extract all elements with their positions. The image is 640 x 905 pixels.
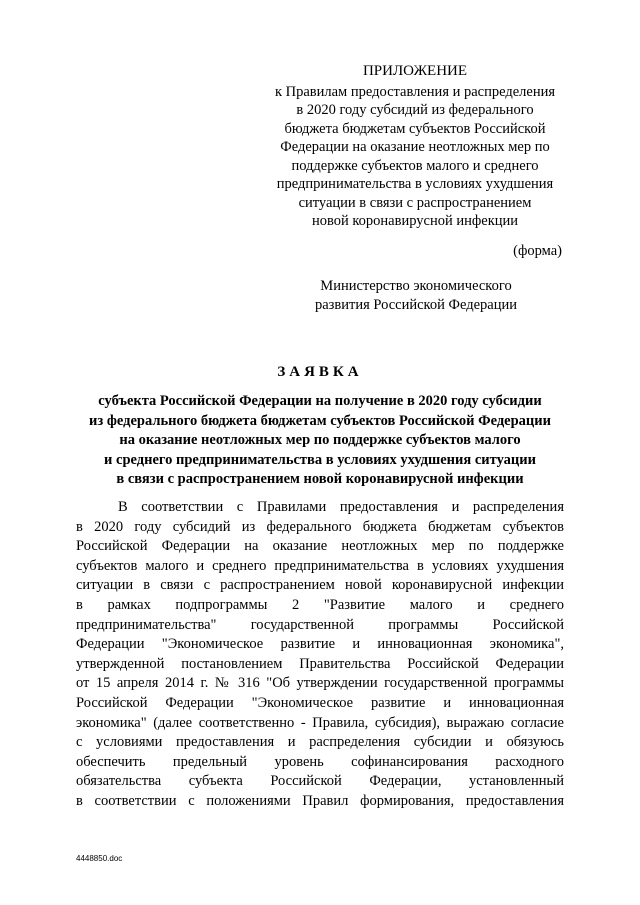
body-line: субъектов малого и среднего предпринимательства в условиях ухудшения	[76, 557, 564, 574]
subtitle-line: из федерального бюджета бюджетам субъектов Российской Федерации	[89, 412, 551, 429]
body-line: Российской Федерации на оказание неотложных мер по поддержке	[76, 538, 564, 555]
appendix-block	[256, 62, 574, 231]
body-line: предпринимательства" государственной программы Российской	[76, 616, 564, 633]
appendix-line: ситуации в связи с распространением	[298, 194, 532, 211]
body-line: Российской Федерации "Экономическое развитие и инновационная	[76, 694, 564, 711]
appendix-line: поддержке субъектов малого и среднего	[291, 157, 539, 174]
appendix-line: в 2020 году субсидий из федерального	[296, 102, 534, 118]
document-heading: ЗАЯВКА	[277, 364, 363, 380]
body-line: обеспечить предельный уровень софинансирования расходного	[76, 753, 564, 770]
body-line: в рамках подпрограммы 2 "Развитие малого и среднего	[76, 596, 564, 613]
file-name-footer: 4448850.doc	[76, 854, 123, 863]
body-line: В соответствии с Правилами предоставления и распределения	[118, 499, 564, 515]
appendix-line: новой коронавирусной инфекции	[311, 213, 519, 229]
appendix-line: к Правилам предоставления и распределения	[274, 83, 556, 100]
body-paragraph	[76, 498, 564, 812]
body-line: в соответствии с положениями Правил формирования, предоставления	[76, 792, 564, 809]
body-line: экономика" (далее соответственно - Правила, субсидия), выражаю согласие	[76, 714, 564, 731]
body-line: с условиями предоставления и распределения субсидии и обязуюсь	[76, 734, 564, 751]
body-line: обязательства субъекта Российской Федерации, установленный	[76, 773, 564, 790]
body-line: от 15 апреля 2014 г. № 316 "Об утверждении государственной программы	[76, 675, 564, 692]
subtitle-line: и среднего предпринимательства в условиях ухудшения ситуации	[104, 451, 536, 468]
document-subtitle	[60, 392, 580, 490]
subtitle-line: субъекта Российской Федерации на получение в 2020 году субсидии	[98, 393, 542, 409]
ministry-addressee	[300, 277, 532, 315]
ministry-line: развития Российской Федерации	[315, 297, 517, 313]
body-line: в 2020 году субсидий из федерального бюджета бюджетам субъектов	[76, 518, 564, 535]
appendix-line: Федерации на оказание неотложных мер по	[280, 139, 550, 155]
ministry-line: Министерство экономического	[320, 278, 512, 294]
body-line: утвержденной постановлением Правительства Российской Федерации	[76, 655, 564, 672]
body-line: Федерации "Экономическое развитие и инновационная экономика",	[76, 636, 564, 653]
appendix-line: бюджета бюджетам субъектов Российской	[284, 120, 546, 137]
subtitle-line: в связи с распространением новой коронавирусной инфекции	[116, 471, 524, 487]
subtitle-line: на оказание неотложных мер по поддержке субъектов малого	[119, 432, 521, 448]
appendix-line: предпринимательства в условиях ухудшения	[276, 176, 554, 192]
form-label: (форма)	[513, 243, 562, 259]
appendix-title: ПРИЛОЖЕНИЕ	[362, 63, 468, 79]
body-line: ситуации в связи с распространением новой коронавирусной инфекции	[76, 577, 564, 594]
